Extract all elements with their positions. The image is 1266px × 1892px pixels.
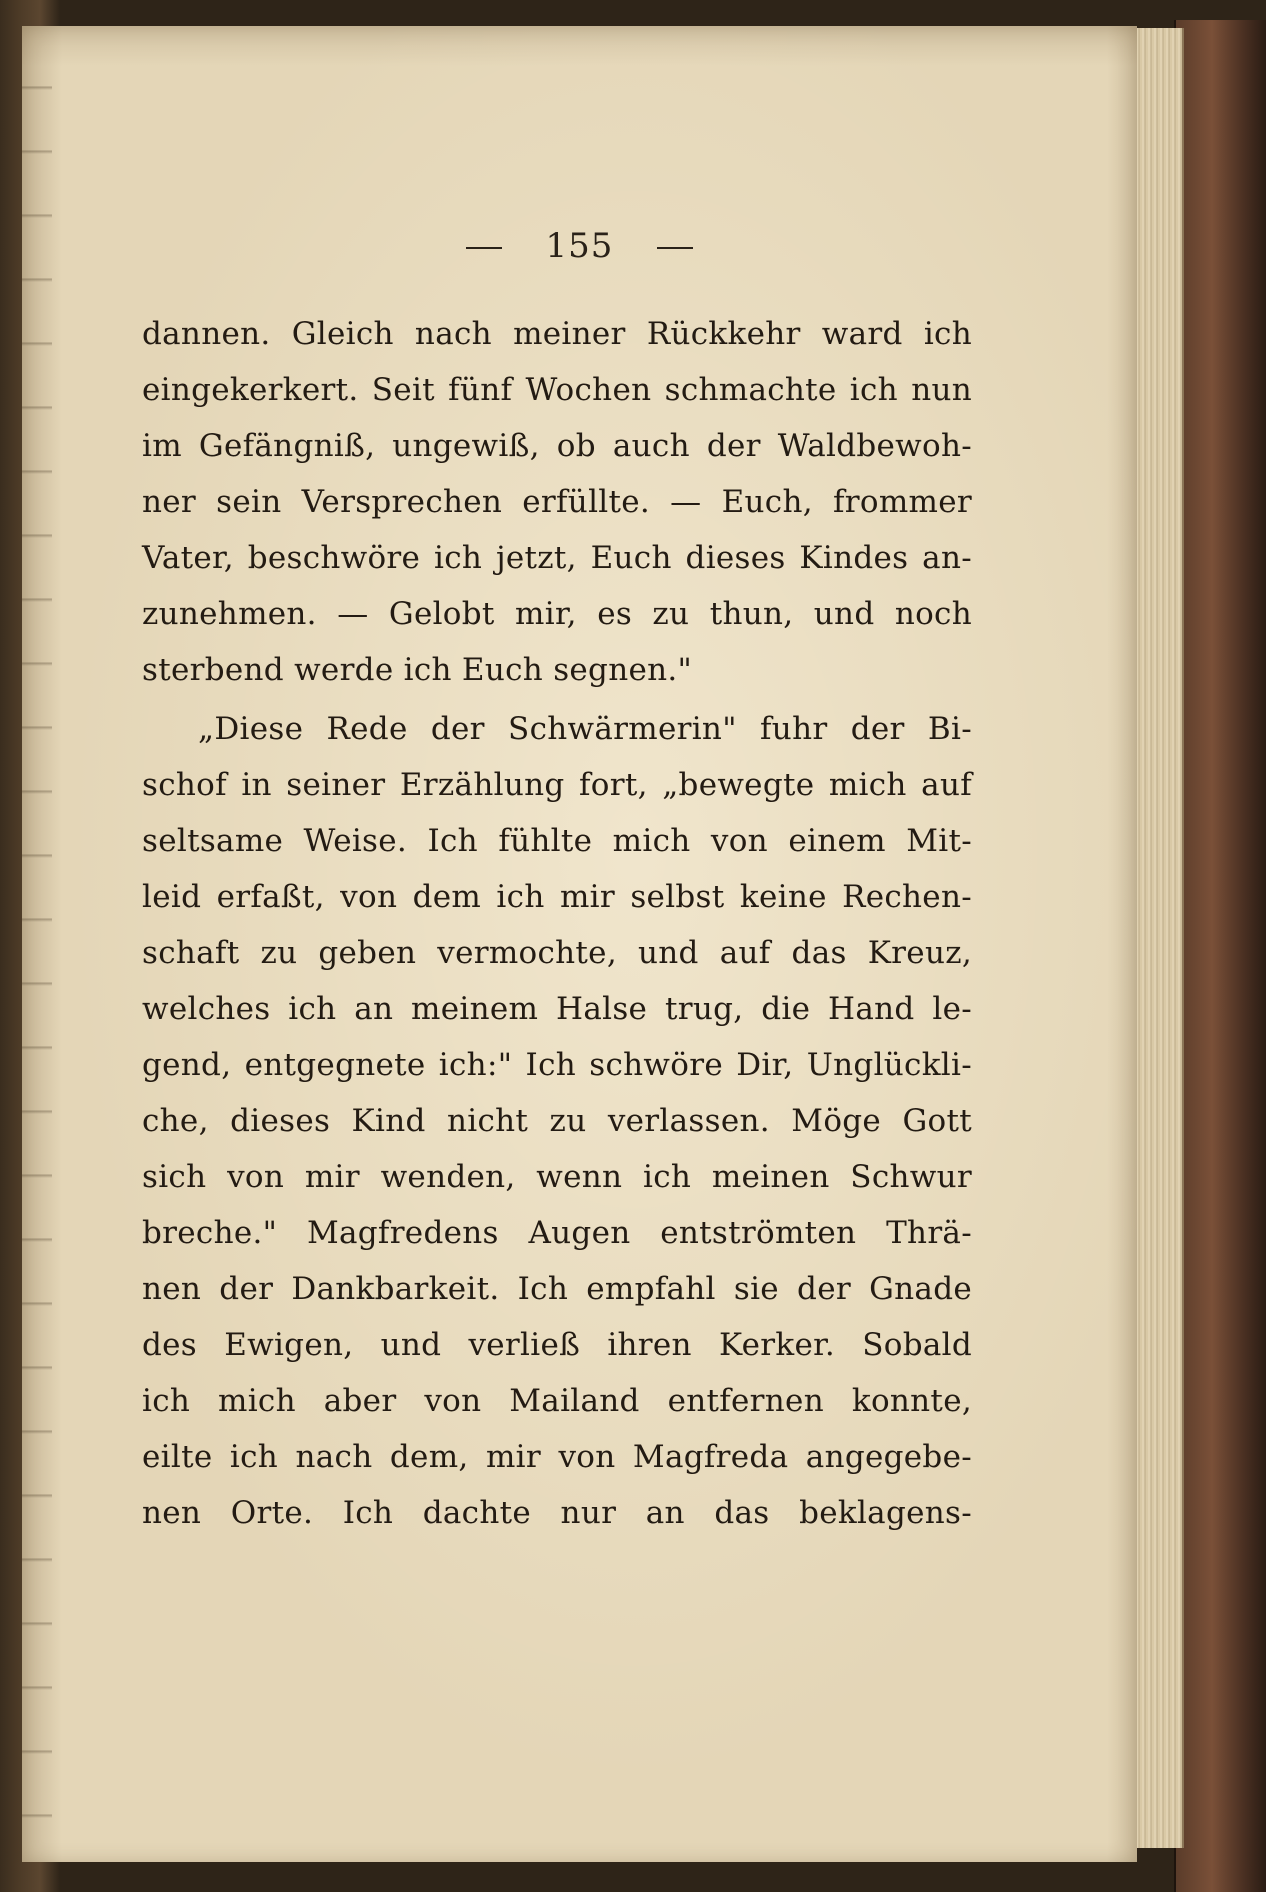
text-line: zunehmen. — Gelobt mir, es zu thun, und noch [142,596,972,632]
text-line: schaft zu geben vermochte, und auf das Kreuz, [142,935,972,971]
text-line: im Gefängniß, ungewiß, ob auch der Waldbewoh- [142,428,972,464]
text-line: ich mich aber von Mailand entfernen konnte, [142,1383,972,1419]
text-line: leid erfaßt, von dem ich mir selbst keine Rechen- [142,879,972,915]
text-line: des Ewigen, und verließ ihren Kerker. Sobald [142,1327,972,1363]
text-line: nen der Dankbarkeit. Ich empfahl sie der Gnade [142,1271,972,1307]
header-dash-right [657,247,693,249]
text-line: sich von mir wenden, wenn ich meinen Schwur [142,1159,972,1195]
text-line: sterbend werde ich Euch segnen." [142,652,693,688]
text-line: Vater, beschwöre ich jetzt, Euch dieses Kindes an- [142,540,972,576]
text-line: schof in seiner Erzählung fort, „bewegte mich auf [142,767,972,803]
text-line: che, dieses Kind nicht zu verlassen. Möge Gott [142,1103,972,1139]
text-line: „Diese Rede der Schwärmerin" fuhr der Bi- [198,711,972,747]
book-page [22,26,1137,1862]
page-number: 155 [545,226,614,266]
text-line: welches ich an meinem Halse trug, die Hand le- [142,991,972,1027]
page-header [22,226,1137,266]
text-line: eingekerkert. Seit fünf Wochen schmachte ich nun [142,372,972,408]
text-line: nen Orte. Ich dachte nur an das beklagens- [142,1495,972,1531]
page-stack-edges [1130,28,1184,1848]
text-line: ner sein Versprechen erfüllte. — Euch, frommer [142,484,972,520]
book-cover-edge [1174,20,1266,1892]
text-line: seltsame Weise. Ich fühlte mich von einem Mit- [142,823,972,859]
header-dash-left [466,247,502,249]
binding-gutter [22,26,52,1862]
text-line: breche." Magfredens Augen entströmten Thrä- [142,1215,972,1251]
text-line: dannen. Gleich nach meiner Rückkehr ward ich [142,316,972,352]
text-line: gend, entgegnete ich:" Ich schwöre Dir, Unglückli- [142,1047,972,1083]
text-line: eilte ich nach dem, mir von Magfreda angegebe- [142,1439,972,1475]
